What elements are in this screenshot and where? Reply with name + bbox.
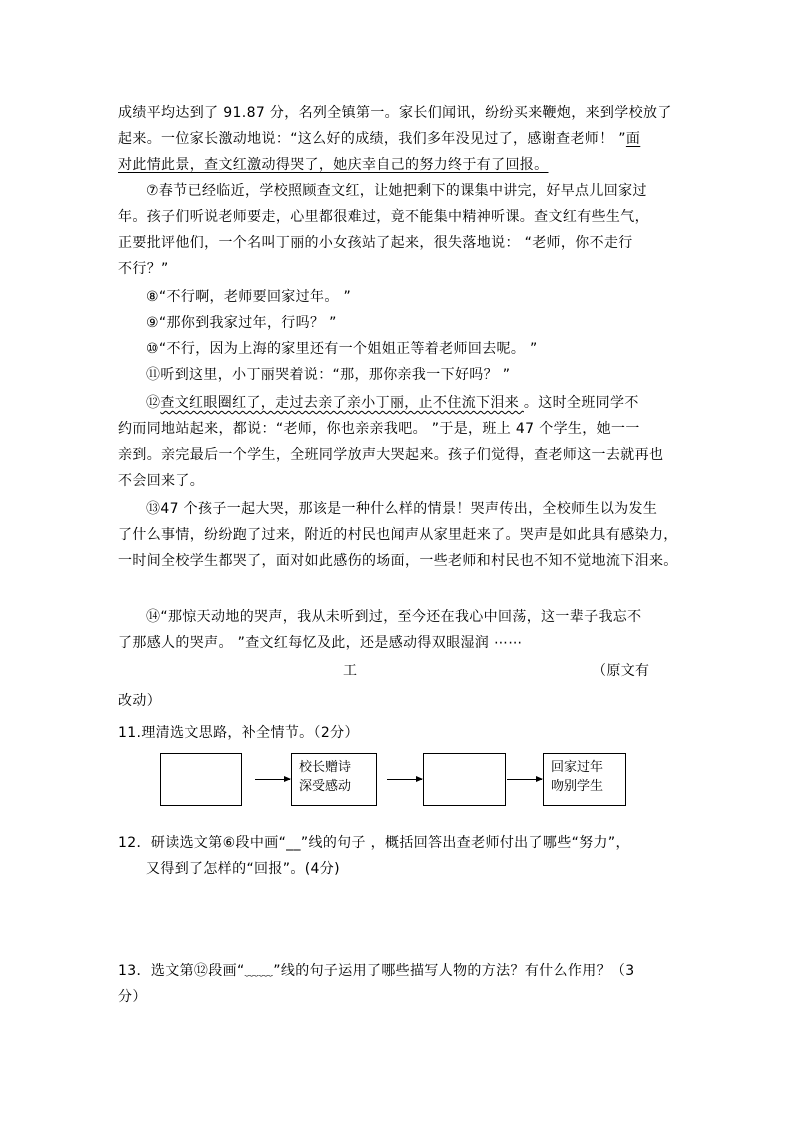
p7-line2: 年。孩子们听说老师要走，心里都很难过，竟不能集中精神听课。查文红有些生气，	[118, 209, 649, 225]
p12-line2: 约而同地站起来，都说：“老师，你也亲亲我吧。 ”于是，班上 47 个学生，她一一	[118, 421, 640, 437]
p6-underlined-sentence: 对此情此景，查文红激动得哭了，她庆幸自己的努力终于有了回报。	[118, 157, 549, 173]
flow-box-2	[291, 753, 377, 806]
flow-box-3-blank[interactable]	[423, 753, 506, 806]
p12-wavy-sentence: 查文红眼圈红了，走过去亲了亲小丁丽，止不住流下泪来	[160, 395, 524, 411]
p6-line2	[118, 130, 640, 148]
p12-line1-rest: 。这时全班同学不	[523, 395, 639, 411]
p7-line4: 不行？”	[118, 261, 169, 277]
flow-box-2-line1: 校长赠诗	[299, 760, 352, 775]
p14-line2: 了那感人的哭声。 ”查文红每忆及此，还是感动得双眼湿润 ⋯⋯	[118, 635, 523, 651]
question-12-line2: 又得到了怎样的“回报”。(4分)	[146, 861, 340, 877]
flow-box-4	[543, 753, 626, 806]
question-13-line1: 13．选文第⑫段画“﹏﹏”线的句子运用了哪些描写人物的方法？有什么作用？（3	[118, 963, 635, 979]
p13-line1: ⑬47 个孩子一起大哭，那该是一种什么样的情景！哭声传出，全校师生以为发生	[146, 501, 658, 517]
arrow-right-icon	[387, 779, 422, 780]
arrow-right-icon	[507, 779, 542, 780]
flow-box-4-line2: 吻别学生	[551, 779, 604, 794]
p7-line3: 正要批评他们，一个名叫丁丽的小女孩站了起来，很失落地说： “老师，你不走行	[118, 235, 633, 251]
p11: ⑪听到这里，小丁丽哭着说：“那，那你亲我一下好吗？ ”	[146, 367, 511, 383]
p12-line3: 亲到。亲完最后一个学生，全班同学放声大哭起来。孩子们觉得，查老师这一去就再也	[118, 447, 664, 463]
note-line2: 改动）	[118, 693, 162, 709]
p6-underlined-start: 面	[625, 131, 641, 147]
source-mark: 工	[343, 663, 358, 679]
p6-line2-text: 起来。一位家长激动地说：“这么好的成绩，我们多年没见过了，感谢查老师！ ”	[118, 131, 626, 147]
note-line1: （原文有	[592, 663, 650, 679]
arrow-right-icon	[255, 779, 290, 780]
p13-line2: 了什么事情，纷纷跑了过来，附近的村民也闻声从家里赶来了。哭声是如此具有感染力，	[118, 527, 678, 543]
question-12-line1: 12．研读选文第⑥段中画“__”线的句子 ，概括回答出查老师付出了哪些“努力”，	[118, 835, 630, 851]
question-11: 11.理清选文思路，补全情节。（2分）	[118, 725, 359, 741]
question-13-line2: 分）	[118, 989, 147, 1005]
p9: ⑨“那你到我家过年，行吗？ ”	[146, 315, 337, 331]
p12-line4: 不会回来了。	[118, 473, 205, 489]
p12-number: ⑫	[146, 395, 161, 411]
p10: ⑩“不行，因为上海的家里还有一个姐姐正等着老师回去呢。 ”	[146, 341, 538, 357]
flow-box-2-line2: 深受感动	[299, 779, 352, 794]
p6-line1: 成绩平均达到了 91.87 分，名列全镇第一。家长们闻讯，纷纷买来鞭炮，来到学校放了	[118, 105, 672, 121]
flow-box-4-line1: 回家过年	[551, 760, 604, 775]
p8: ⑧“不行啊，老师要回家过年。 ”	[146, 289, 352, 305]
flow-box-1-blank[interactable]	[160, 753, 242, 806]
p7-line1: ⑦春节已经临近，学校照顾查文红，让她把剩下的课集中讲完，好早点儿回家过	[146, 183, 647, 199]
p13-line3: 一时间全校学生都哭了，面对如此感伤的场面，一些老师和村民也不知不觉地流下泪来。	[118, 553, 678, 569]
p12-line1	[146, 394, 639, 412]
p14-line1: ⑭“那惊天动地的哭声，我从未听到过，至今还在我心中回荡，这一辈子我忘不	[146, 609, 642, 625]
